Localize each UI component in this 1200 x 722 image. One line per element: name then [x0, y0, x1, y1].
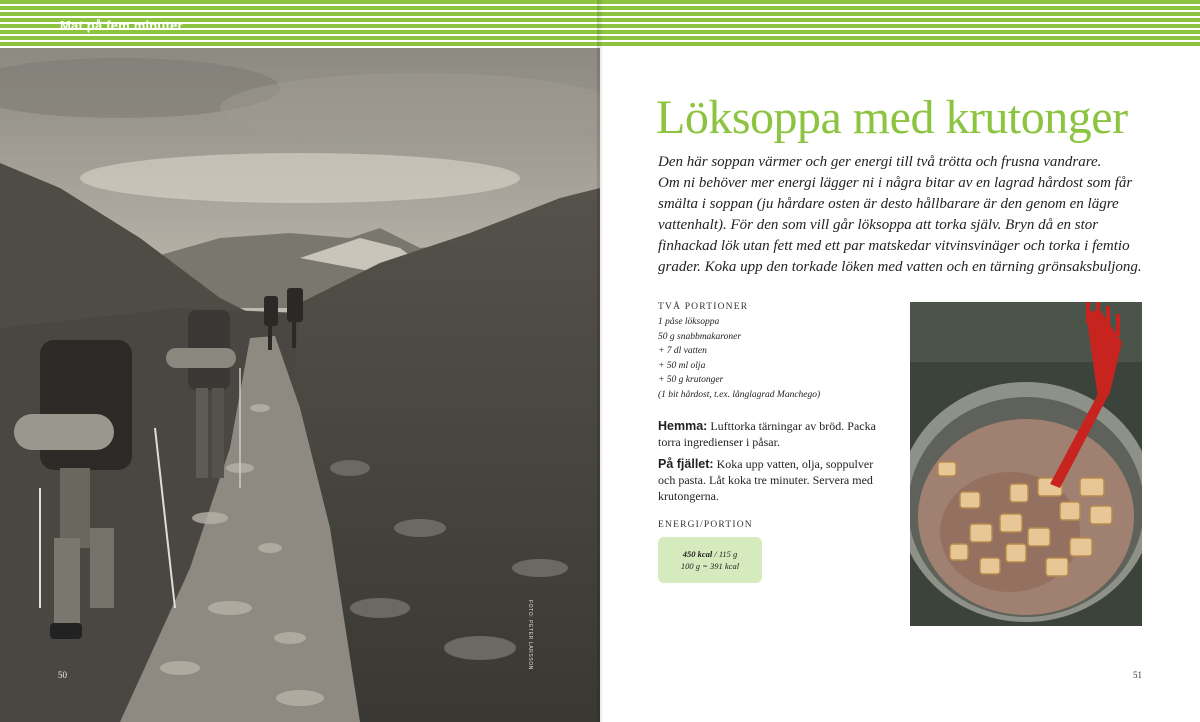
ingredient-item: + 50 ml olja [658, 360, 706, 371]
intro-line: Den här soppan värmer och ger energi till två trötta och frusna vandrare. [658, 154, 1102, 170]
soup-photo [910, 302, 1142, 626]
intro-line: smälta i soppan (ju hårdare osten är desto hållbarare är den genom en lägre [658, 196, 1119, 212]
photo-credit: FOTO: PETER LARSSON [527, 600, 533, 670]
trail-step-text: Koka upp vatten, olja, soppulver och pasta. Låt koka tre minuter. Servera med krutongerna. [658, 457, 874, 503]
energy-weight: / 115 g [712, 549, 738, 559]
energy-box [658, 537, 762, 583]
book-gutter [597, 0, 603, 722]
home-step-text: Lufttorka tärningar av bröd. Packa torra ingredienser i påsar. [658, 419, 876, 449]
section-title: Mat på fem minuter [60, 18, 183, 33]
right-page [600, 0, 1200, 722]
trail-step [658, 456, 893, 504]
header-stripes-right [600, 0, 1200, 48]
page-number-left: 50 [58, 670, 67, 680]
ingredient-item: + 50 g krutonger [658, 375, 724, 385]
home-step [658, 418, 893, 450]
page-number-right: 51 [1133, 670, 1142, 680]
intro-line: Om ni behöver mer energi lägger ni i några bitar av en lagrad hårdost som får [658, 175, 1133, 191]
intro-line: finhackad lök utan fett med ett par matskedar vitvinsvinäger och torka i femtio [658, 238, 1130, 254]
energy-kcal: 450 kcal [682, 549, 713, 559]
trail-step-heading: På fjället: [658, 457, 714, 471]
ingredient-item: 1 påse löksoppa [658, 317, 720, 327]
recipe-intro [658, 152, 1178, 278]
ingredient-item: 50 g snabbmakaroner [658, 331, 742, 342]
ingredient-item: (1 bit hårdost, t.ex. långlagrad Manchego) [658, 389, 821, 400]
home-step-heading: Hemma: [658, 419, 708, 433]
ingredients-block [658, 302, 948, 402]
intro-line: vattenhalt). För den som vill går löksoppa att torka själv. Bryn då en stor [658, 217, 1099, 233]
ingredient-list [658, 315, 948, 402]
intro-line: grader. Koka upp den torkade löken med vatten och en tärning grönsaksbuljong. [658, 259, 1142, 275]
energy-label: ENERGI/PORTION [658, 520, 753, 530]
energy-per-100g: 100 g = 391 kcal [680, 561, 740, 571]
recipe-title: Löksoppa med krutonger [656, 91, 1128, 144]
ingredient-item: + 7 dl vatten [658, 346, 707, 356]
portions-label: TVÅ PORTIONER [658, 302, 749, 312]
hikers-photo [0, 48, 600, 722]
